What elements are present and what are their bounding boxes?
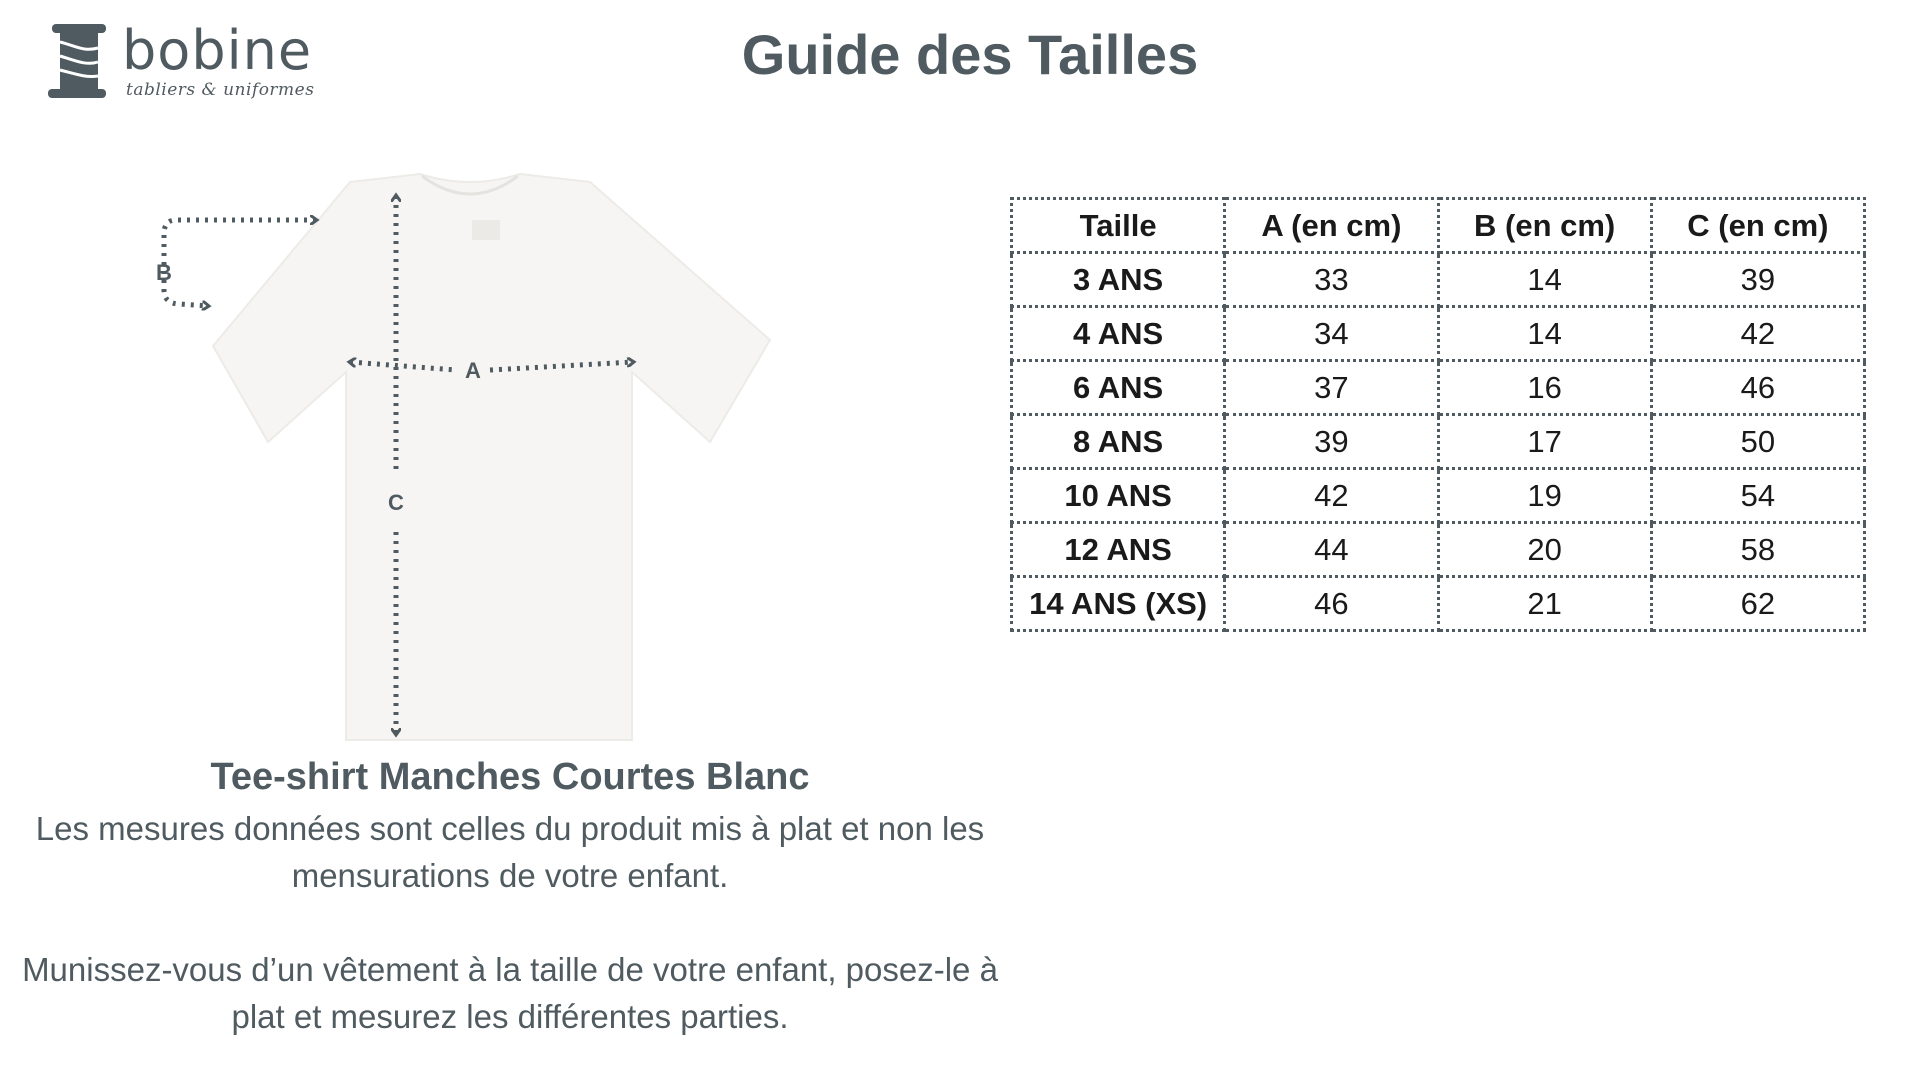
page-title: Guide des Tailles (741, 23, 1199, 86)
size-cell: 14 ANS (XS) (1012, 577, 1225, 631)
table-row (1012, 469, 1865, 523)
c-cell: 42 (1651, 307, 1864, 361)
a-cell: 37 (1225, 361, 1438, 415)
size-cell: 3 ANS (1012, 253, 1225, 307)
a-cell: 46 (1225, 577, 1438, 631)
a-cell: 33 (1225, 253, 1438, 307)
c-cell: 62 (1651, 577, 1864, 631)
size-cell: 10 ANS (1012, 469, 1225, 523)
table-row (1012, 361, 1865, 415)
header-b: B (en cm) (1438, 199, 1651, 253)
header-c: C (en cm) (1651, 199, 1864, 253)
brand-tagline: tabliers & uniformes (126, 80, 315, 100)
size-cell: 6 ANS (1012, 361, 1225, 415)
b-cell: 20 (1438, 523, 1651, 577)
neck-tag (472, 220, 500, 240)
size-table (1010, 197, 1866, 632)
a-cell: 39 (1225, 415, 1438, 469)
table-row (1012, 415, 1865, 469)
tshirt-diagram (150, 170, 790, 750)
table-header-row (1012, 199, 1865, 253)
b-cell: 14 (1438, 307, 1651, 361)
spool-icon (46, 22, 116, 102)
brand-name: bobine (122, 19, 313, 82)
tshirt-shape (213, 174, 770, 740)
table-row (1012, 577, 1865, 631)
label-c: C (388, 490, 404, 515)
brand-logo (46, 19, 315, 102)
table-row (1012, 253, 1865, 307)
c-cell: 54 (1651, 469, 1864, 523)
size-cell: 4 ANS (1012, 307, 1225, 361)
size-cell: 12 ANS (1012, 523, 1225, 577)
table-row (1012, 307, 1865, 361)
header-a: A (en cm) (1225, 199, 1438, 253)
label-a: A (465, 358, 481, 383)
a-cell: 42 (1225, 469, 1438, 523)
size-cell: 8 ANS (1012, 415, 1225, 469)
b-cell: 19 (1438, 469, 1651, 523)
table-row (1012, 523, 1865, 577)
b-cell: 14 (1438, 253, 1651, 307)
b-cell: 17 (1438, 415, 1651, 469)
c-cell: 58 (1651, 523, 1864, 577)
header-size: Taille (1012, 199, 1225, 253)
product-note (20, 805, 1000, 1040)
label-b: B (156, 260, 172, 285)
b-cell: 16 (1438, 361, 1651, 415)
b-cell: 21 (1438, 577, 1651, 631)
a-cell: 44 (1225, 523, 1438, 577)
c-cell: 39 (1651, 253, 1864, 307)
c-cell: 46 (1651, 361, 1864, 415)
measure-note: Les mesures données sont celles du produit mis à plat et non les mensurations de votre enfant. (35, 810, 985, 894)
c-cell: 50 (1651, 415, 1864, 469)
how-to-measure-note: Munissez-vous d’un vêtement à la taille de votre enfant, posez-le à plat et mesurez les différentes parties. (22, 951, 998, 1035)
product-title: Tee-shirt Manches Courtes Blanc (210, 756, 810, 798)
a-cell: 34 (1225, 307, 1438, 361)
